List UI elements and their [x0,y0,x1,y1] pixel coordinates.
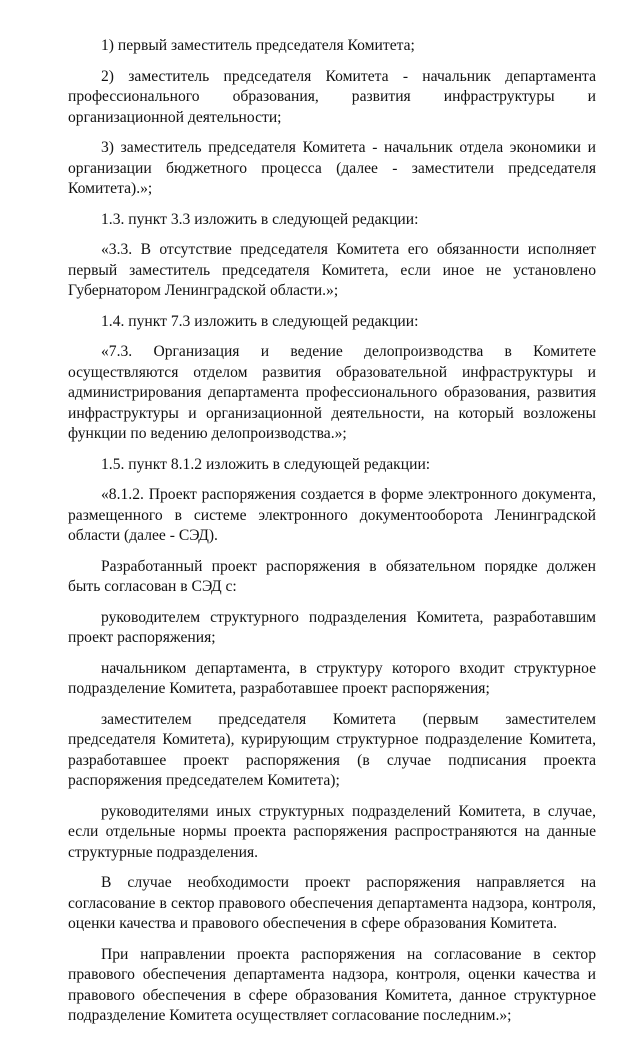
paragraph-approver-other: руководителями иных структурных подразделений Комитета, в случае, если отдельные нормы проекта распоряжения распространяются на данные структурные подразделения. [68,802,596,861]
paragraph-clause-1-5: 1.5. пункт 8.1.2 изложить в следующей редакции: [101,455,431,473]
paragraph-clause-1-4: 1.4. пункт 7.3 изложить в следующей редакции: [101,312,419,330]
paragraph-approval-intro: Разработанный проект распоряжения в обязательном порядке должен быть согласован в СЭД с: [68,557,596,595]
paragraph-legal-review: В случае необходимости проект распоряжения направляется на согласование в сектор правового обеспечения департамента надзора, контроля, оценки качества и правового обеспечения в сфере образования Комитета. [68,874,596,932]
paragraph-item-3: 3) заместитель председателя Комитета - начальник отдела экономики и организации бюджетного процесса (далее - заместители председателя Комитета).»; [68,139,596,197]
paragraph-item-2: 2) заместитель председателя Комитета - начальник департамента профессионального образования, развития инфраструктуры и организационной деятельности; [68,67,596,126]
paragraph-approver-head: руководителем структурного подразделения Комитета, разработавшим проект распоряжения; [68,608,596,646]
paragraph-approver-deputy: заместителем председателя Комитета (первым заместителем председателя Комитета), курирующим структурное подразделение Комитета, разработавшее проект распоряжения (в случае подписания проекта распоряжения председателем Комитета); [68,710,596,789]
paragraph-point-7-3: «7.3. Организация и ведение делопроизводства в Комитете осуществляются отделом развития образовательной инфраструктуры и администрирования департамента профессионального образования, развития инфраструктуры и организационной деятельности, на который возложены функции по ведению делопроизводства.»; [68,343,596,442]
paragraph-point-8-1-2: «8.1.2. Проект распоряжения создается в форме электронного документа, размещенного в системе электронного документооборота Ленинградской области (далее - СЭД). [68,486,596,544]
paragraph-clause-1-3: 1.3. пункт 3.3 изложить в следующей редакции: [101,210,419,228]
paragraph-approver-department: начальником департамента, в структуру которого входит структурное подразделение Комитета, разработавшее проект распоряжения; [68,659,596,697]
document-page [68,36,596,1037]
paragraph-item-1: 1) первый заместитель председателя Комитета; [101,37,415,54]
paragraph-point-3-3: «3.3. В отсутствие председателя Комитета его обязанности исполняет первый заместитель председателя Комитета, если иное не установлено Губернатором Ленинградской области.»; [68,241,596,299]
paragraph-legal-last: При направлении проекта распоряжения на согласование в сектор правового обеспечения департамента надзора, контроля, оценки качества и правового обеспечения в сфере образования Комитета, данное структурное подразделение Комитета осуществляет согласование последним.»; [68,945,596,1024]
